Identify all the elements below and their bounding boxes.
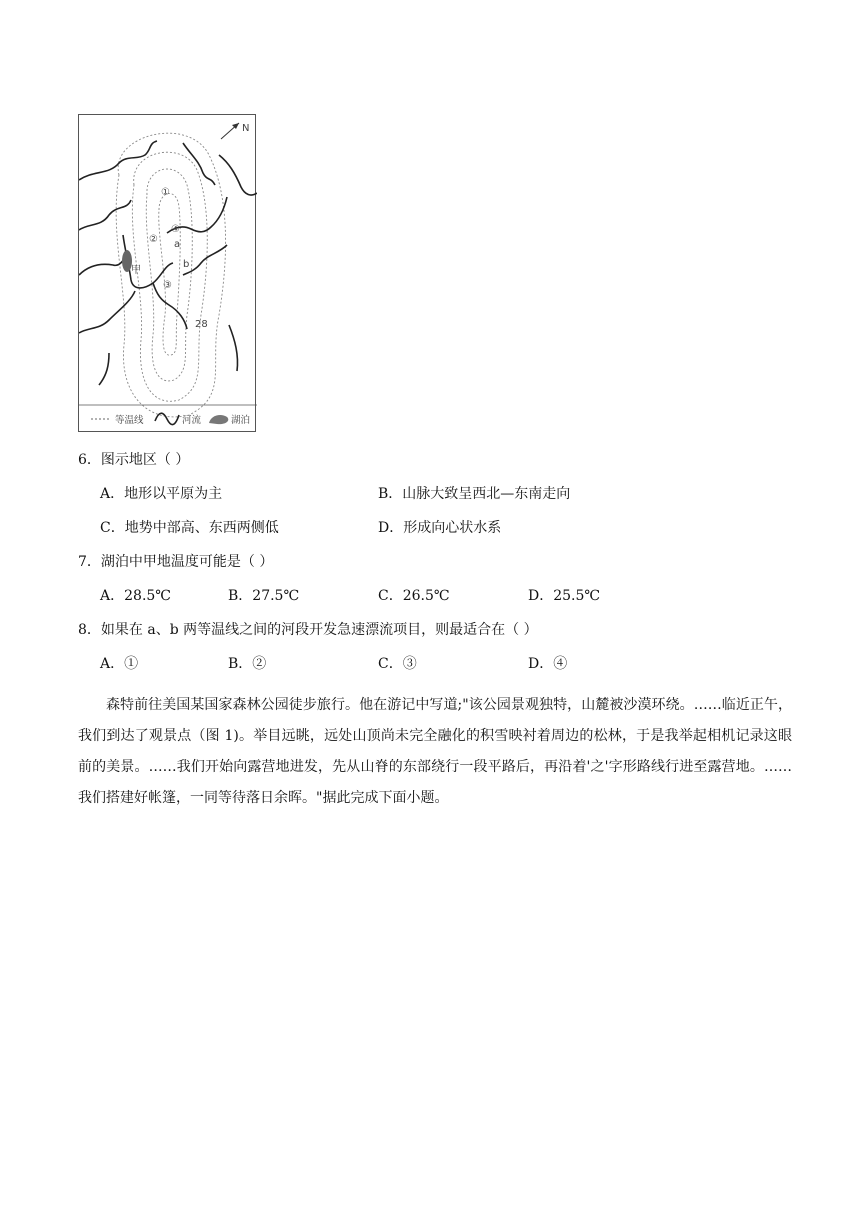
q8-option-d[interactable]	[528, 654, 567, 674]
q7-option-b[interactable]	[228, 586, 299, 606]
option-letter: D．	[528, 588, 554, 604]
option-text: 形成向心状水系	[403, 520, 502, 536]
option-text: 山脉大致呈西北—东南走向	[402, 486, 571, 502]
option-letter: C．	[378, 588, 403, 604]
q6-option-c[interactable]	[100, 518, 279, 538]
option-text: 25.5℃	[553, 588, 601, 604]
option-text: ④	[553, 656, 568, 672]
option-letter: D．	[528, 656, 554, 672]
q6-option-a[interactable]	[100, 484, 222, 504]
option-text: 地势中部高、东西两侧低	[124, 520, 279, 536]
map-label-2: ②	[149, 234, 158, 245]
passage-text: 森特前往美国某国家森林公园徒步旅行。他在游记中写道;"该公园景观独特，山麓被沙漠环绕。……临近正午，我们到达了观景点（图 1)。举目远眺，远处山顶尚未完全融化的积雪映衬着周边的松林，于是我举起相机记录这眼前的美景。……我们开始向露营地进发，先从山脊的东部绕行一段平路后，再沿着'之'字形路线行进至露营地。……我们搭建好帐篷，一同等待落日余晖。"据此完成下面小题。	[78, 697, 792, 806]
option-text: ③	[402, 656, 417, 672]
question-6-stem: 6．图示地区（ ）	[78, 452, 190, 468]
q6-option-b[interactable]	[378, 484, 570, 504]
option-text: ①	[124, 656, 139, 672]
q7-option-c[interactable]	[378, 586, 450, 606]
option-letter: B．	[228, 588, 253, 604]
option-letter: C．	[378, 656, 403, 672]
q8-option-c[interactable]	[378, 654, 417, 674]
map-label-4: ④	[171, 224, 180, 235]
option-text: 地形以平原为主	[124, 486, 223, 502]
legend-river-swatch	[155, 413, 179, 424]
option-text: ②	[252, 656, 267, 672]
north-label: N	[242, 123, 250, 134]
option-text: 27.5℃	[252, 588, 300, 604]
q6-option-d[interactable]	[378, 518, 501, 538]
option-letter: D．	[378, 520, 404, 536]
q8-option-b[interactable]	[228, 654, 266, 674]
option-letter: B．	[378, 486, 403, 502]
option-letter: A．	[100, 656, 125, 672]
option-letter: A．	[100, 588, 125, 604]
legend-river-label: 河流	[182, 415, 202, 426]
isotherm-map	[79, 115, 257, 433]
q7-option-a[interactable]	[100, 586, 171, 606]
option-letter: A．	[100, 486, 125, 502]
question-7-stem: 7．湖泊中甲地温度可能是（ ）	[78, 554, 274, 570]
reading-passage	[78, 690, 792, 814]
option-text: 26.5℃	[402, 588, 450, 604]
north-arrow-icon	[221, 123, 239, 139]
q8-option-a[interactable]	[100, 654, 138, 674]
map-label-1: ①	[161, 187, 170, 198]
legend-lake-label: 湖泊	[231, 415, 251, 426]
map-label-3: ③	[163, 280, 172, 291]
river-lines	[79, 141, 257, 385]
isotherm-value-label: 28	[195, 319, 208, 330]
map-label-b: b	[183, 259, 190, 270]
question-8-stem: 8．如果在 a、b 两等温线之间的河段开发急速漂流项目，则最适合在（ ）	[78, 622, 538, 638]
option-letter: C．	[100, 520, 125, 536]
q7-option-d[interactable]	[528, 586, 600, 606]
legend-lake-swatch	[209, 415, 228, 424]
map-label-a: a	[174, 239, 181, 250]
option-text: 28.5℃	[124, 588, 171, 604]
isotherm-map-figure	[78, 114, 256, 432]
legend-isotherm-label: 等温线	[115, 415, 144, 426]
map-label-jia: 甲	[131, 265, 141, 276]
option-letter: B．	[228, 656, 253, 672]
